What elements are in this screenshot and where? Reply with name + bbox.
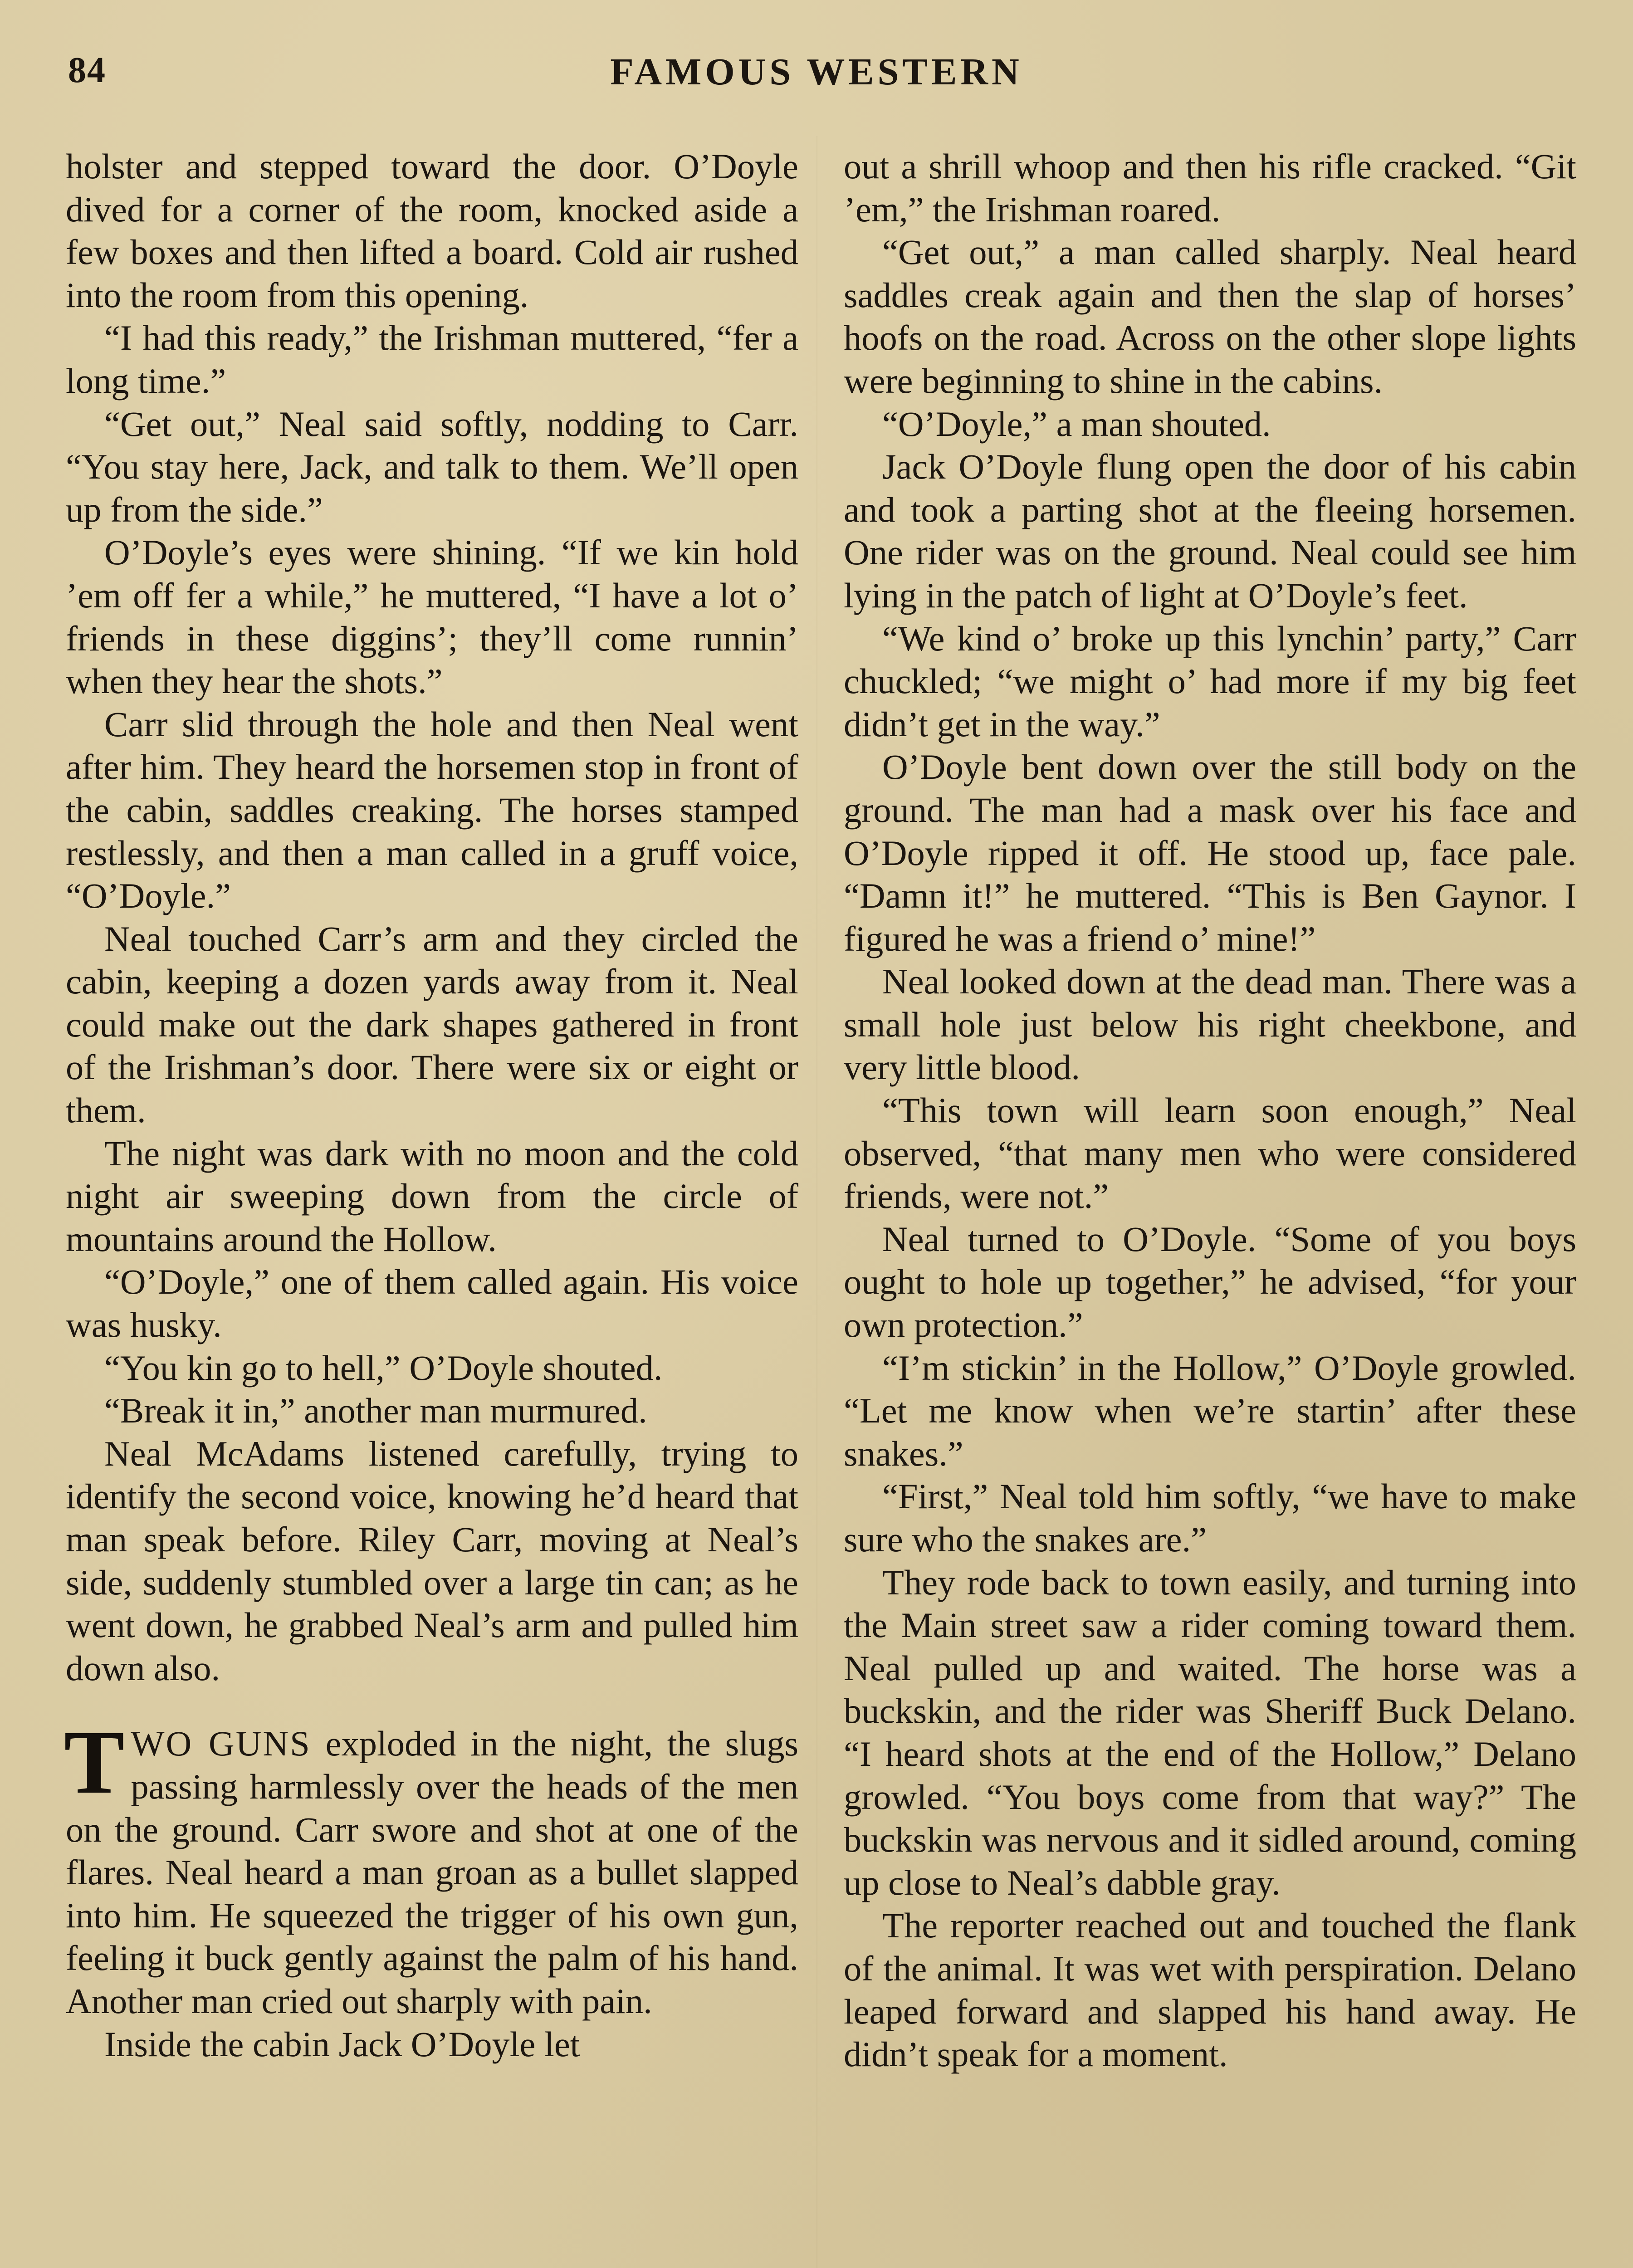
paragraph: Inside the cabin Jack O’Doyle let	[104, 2024, 580, 2064]
paragraph: out a shrill whoop and then his rifle cracked. “Git ’em,” the Irishman roared.	[844, 147, 1576, 229]
paragraph: “I’m stickin’ in the Hollow,” O’Doyle growled. “Let me know when we’re startin’ after these snakes.”	[844, 1348, 1576, 1473]
lead-in: WO GUNS	[131, 1724, 311, 1764]
paragraph: “O’Doyle,” one of them called again. His voice was husky.	[66, 1262, 798, 1345]
paragraph: Carr slid through the hole and then Neal went after him. They heard the horsemen stop in front of the cabin, saddles creaking. The horses stamped restlessly, and then a man called in a gruff voice, “O’Doyle.”	[66, 704, 798, 916]
paragraph: holster and stepped toward the door. O’Doyle dived for a corner of the room, knocked aside a few boxes and then lifted a board. Cold air rushed into the room from this opening.	[66, 147, 798, 315]
paragraph: They rode back to town easily, and turning into the Main street saw a rider coming toward them. Neal pulled up and waited. The horse was a buckskin, and the rider was Sheriff Buck Delano. “I heard shots at the end of the Hollow,” Delano growled. “You boys come from that way?” The buckskin was nervous and it sidled around, coming up close to Neal’s dabble gray.	[844, 1562, 1576, 1902]
paragraph: Neal McAdams listened carefully, trying to identify the second voice, knowing he’d heard that man speak before. Riley Carr, moving at Neal’s side, suddenly stumbled over a large tin can; as he went down, he grabbed Neal’s arm and pulled him down also.	[66, 1433, 798, 1688]
paragraph: Jack O’Doyle flung open the door of his cabin and took a parting shot at the fleeing horsemen. One rider was on the ground. Neal could see him lying in the patch of light at O’Doyle’s feet.	[844, 447, 1576, 615]
paragraph: “Break it in,” another man murmured.	[104, 1391, 647, 1431]
paragraph: Neal turned to O’Doyle. “Some of you boys ought to hole up together,” he advised, “for your own protection.”	[844, 1219, 1576, 1345]
running-title: FAMOUS WESTERN	[610, 51, 1023, 93]
paragraph: “First,” Neal told him softly, “we have to make sure who the snakes are.”	[844, 1476, 1576, 1559]
paragraph: Neal touched Carr’s arm and they circled the cabin, keeping a dozen yards away from it. Neal could make out the dark shapes gathered in front of the Irishman’s door. There were six or eight or them.	[66, 919, 798, 1130]
paragraph: “Get out,” Neal said softly, nodding to Carr. “You stay here, Jack, and talk to them. We’ll open up from the side.”	[66, 404, 798, 529]
paragraph: “Get out,” a man called sharply. Neal heard saddles creak again and then the slap of horses’ hoofs on the road. Across on the other slope lights were beginning to shine in the cabins.	[844, 232, 1576, 401]
paragraph: The night was dark with no moon and the cold night air sweeping down from the circle of mountains around the Hollow.	[66, 1133, 798, 1259]
left-column	[66, 145, 798, 2066]
right-column	[844, 145, 1576, 2076]
paragraph: “We kind o’ broke up this lynchin’ party,” Carr chuckled; “we might o’ had more if my big feet didn’t get in the way.”	[844, 618, 1576, 744]
paragraph: The reporter reached out and touched the flank of the animal. It was wet with perspiration. Delano leaped forward and slapped his hand away. He didn’t speak for a moment.	[844, 1906, 1576, 2074]
paragraph: O’Doyle bent down over the still body on the ground. The man had a mask over his face and O’Doyle ripped it off. He stood up, face pale. “Damn it!” he muttered. “This is Ben Gaynor. I figured he was a friend o’ mine!”	[844, 747, 1576, 958]
paragraph: “You kin go to hell,” O’Doyle shouted.	[104, 1348, 663, 1388]
column-gutter	[816, 136, 817, 2268]
paragraph: O’Doyle’s eyes were shining. “If we kin hold ’em off fer a while,” he muttered, “I have a lot o’ friends in these diggins’; they’ll come runnin’ when they hear the shots.”	[66, 533, 798, 701]
page-number: 84	[68, 50, 106, 90]
drop-cap: T	[64, 1712, 125, 1813]
paragraph: “This town will learn soon enough,” Neal observed, “that many men who were considered friends, were not.”	[844, 1090, 1576, 1216]
paragraph-text: exploded in the night, the slugs passing harmlessly over the heads of the men on the ground. Carr swore and shot at one of the flares. Neal heard a man groan as a bullet slapped into him. He squeezed the trigger of his own gun, feeling it buck gently against the palm of his hand. Another man cried out sharply with pain.	[66, 1724, 799, 2021]
paragraph: “I had this ready,” the Irishman muttered, “fer a long time.”	[66, 318, 798, 401]
page-header	[0, 50, 1633, 100]
section-break	[66, 1690, 798, 1722]
paragraph: Neal looked down at the dead man. There was a small hole just below his right cheekbone, and very little blood.	[844, 962, 1576, 1087]
paragraph: “O’Doyle,” a man shouted.	[882, 404, 1271, 444]
section-opening-paragraph	[64, 1712, 799, 2023]
